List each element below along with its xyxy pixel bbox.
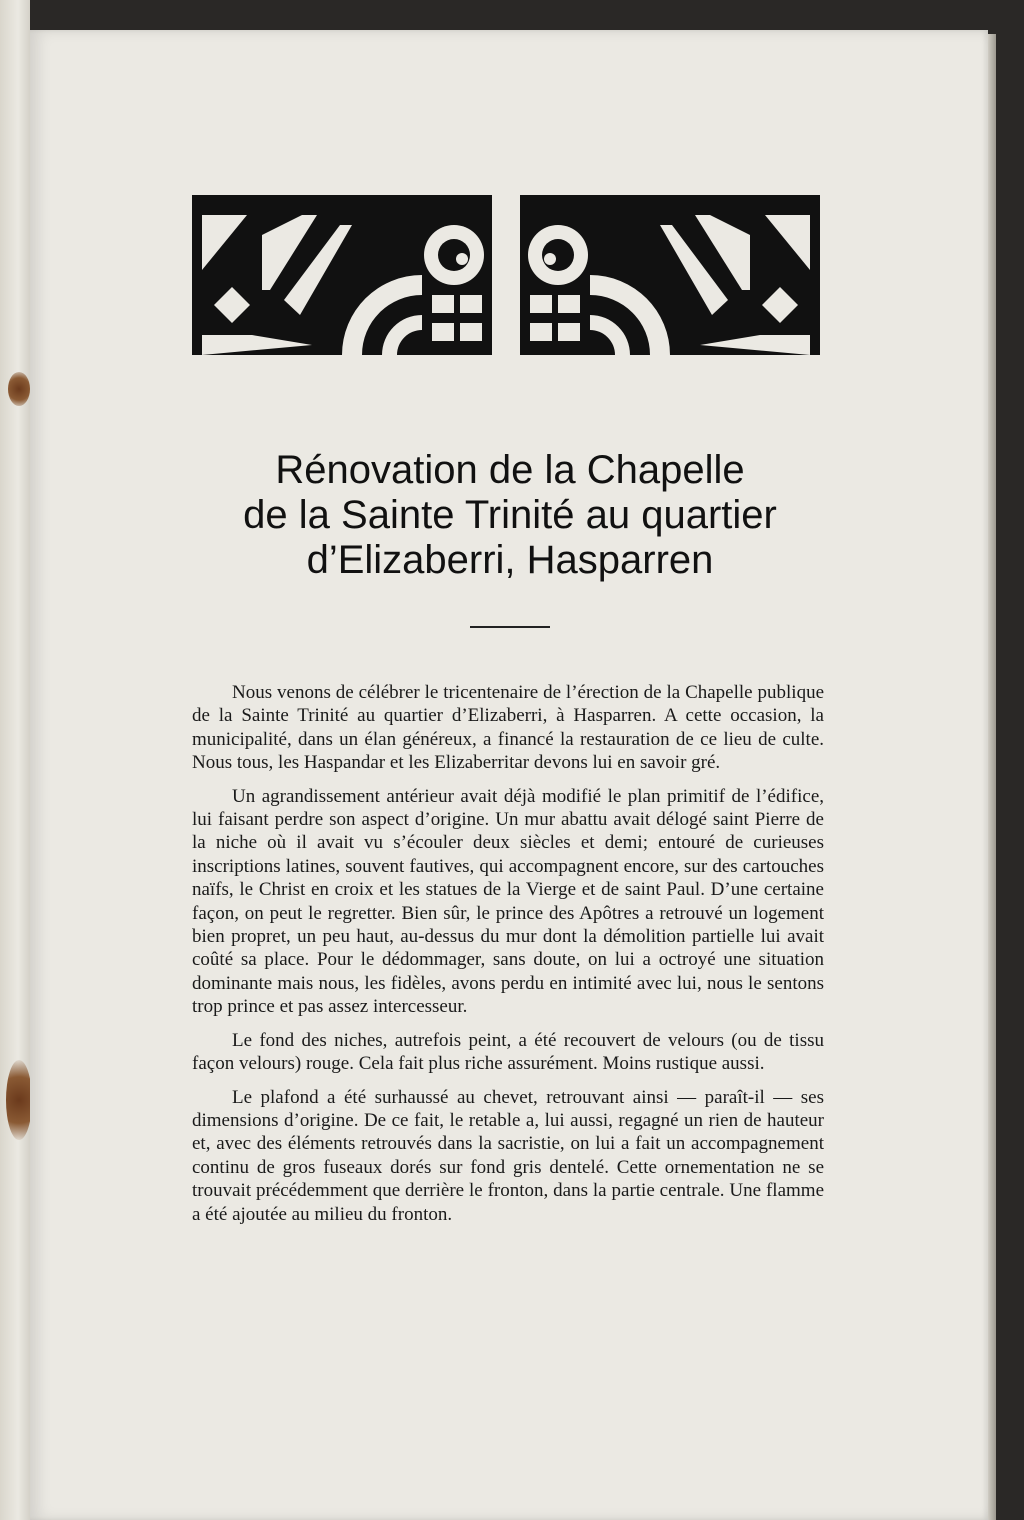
paragraph-2: Un agrandissement antérieur avait déjà modifié le plan primitif de l’édifice, lui faisant perdre son aspect d’origine. Un mur abattu avait délogé saint Pierre de la niche où il avait vu s’écouler deux siècles et demi; entouré de curieuses inscriptions latines, souvent fautives, qui accompagnent encore, sur des cartouches naïfs, le Christ en croix et les statues de la Vierge et de saint Paul. D’une certaine façon, on peut le regretter. Bien sûr, le prince des Apôtres a retrouvé un logement bien propret, un peu haut, au-dessus du mur dont la démolition partielle lui avait coûté sa place. Pour le dédommager, sans doute, on lui a octroyé une situation dominante mais nous, les fidèles, avons perdu en intimité avec lui, nous le sentons trop prince et pas assez intercesseur. (192, 785, 824, 1018)
ornament-band-icon (192, 195, 820, 355)
paragraph-1: Nous venons de célébrer le tricentenaire de l’érection de la Chapelle publique de la Sainte Trinité au quartier d’Elizaberri, à Hasparren. A cette occasion, la municipalité, dans un élan généreux, a financé la restauration de ce lieu de culte. Nous tous, les Haspandar et les Elizaberritar devons lui en savoir gré. (192, 682, 824, 774)
paragraph-3: Le fond des niches, autrefois peint, a été recouvert de velours (ou de tissu façon velours) rouge. Cela fait plus riche assurément. Moins rustique aussi. (192, 1029, 824, 1075)
title-line-1: Rénovation de la Chapelle (275, 448, 745, 492)
article-title (160, 448, 860, 583)
title-line-3: d’Elizaberri, Hasparren (306, 538, 714, 582)
article-body (192, 681, 824, 1236)
page-edge (988, 34, 996, 1520)
paragraph-4: Le plafond a été surhaussé au chevet, retrouvant ainsi — paraît-il — ses dimensions d’origine. De ce fait, le retable a, lui aussi, regagné un rien de hauteur et, avec des éléments retrouvés dans la sacristie, on lui a fait un accompagnement continu de gros fuseaux dorés sur fond gris dentelé. Cette ornementation ne se trouvait précédemment que derrière le fronton, dans la partie centrale. Une flamme a été ajoutée au milieu du fronton. (192, 1086, 824, 1225)
rust-stain-upper (8, 372, 30, 406)
title-divider (470, 626, 550, 628)
adjacent-page-strip (0, 0, 30, 1520)
rust-stain-lower (6, 1060, 32, 1140)
title-line-2: de la Sainte Trinité au quartier (243, 493, 777, 537)
